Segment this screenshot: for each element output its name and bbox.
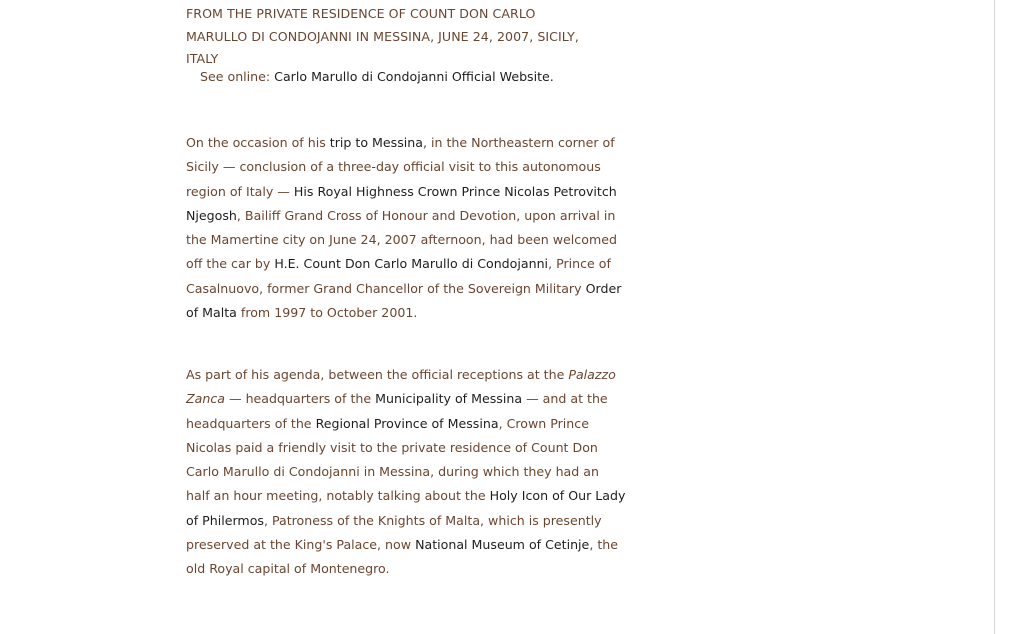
paragraph-1-text: , in the Northeastern corner of Sicily — conclusion of a three-day official visit to this autonomous region of Italy — — [186, 135, 615, 199]
crown-prince-link[interactable]: His Royal Highness Crown Prince Nicolas Petrovitch Njegosh — [186, 183, 617, 223]
paragraph-2-text: — and at the headquarters of the — [186, 391, 608, 431]
palazzo-zanca-text: Palazzo Zanca — [186, 367, 616, 407]
paragraph-1-text: On the occasion of his — [186, 135, 330, 150]
trip-to-messina-link[interactable]: trip to Messina — [329, 135, 423, 150]
header-line-2: MARULLO DI CONDOJANNI IN MESSINA, JUNE 24, 2007, SICILY, — [186, 28, 579, 44]
municipality-link[interactable]: Municipality of Messina — [375, 391, 523, 407]
see-online-line — [200, 66, 620, 88]
official-website-link[interactable]: Carlo Marullo di Condojanni Official Website. — [274, 69, 554, 84]
paragraph-2-text: , the old Royal capital of Montenegro. — [186, 537, 618, 577]
order-of-malta-link[interactable]: Order of Malta — [186, 280, 622, 321]
paragraph-2-text: , Patroness of the Knights of Malta, which is presently preserved at the King's Palace, now — [186, 512, 602, 553]
paragraph-1 — [186, 131, 626, 325]
paragraph-1-text: , Bailiff Grand Cross of Honour and Devotion, upon arrival in the Mamertine city on June 24, 2007 afternoon, had been welcomed off the car by — [186, 207, 617, 272]
paragraph-2 — [186, 363, 626, 582]
see-online-label: See online: — [200, 69, 271, 84]
holy-icon-link[interactable]: Holy Icon of Our Lady of Philermos — [186, 488, 626, 528]
article-header — [186, 3, 626, 71]
count-marullo-link[interactable]: H.E. Count Don Carlo Marullo di Condojanni — [274, 256, 549, 272]
header-line-1: FROM THE PRIVATE RESIDENCE OF COUNT DON CARLO — [186, 6, 536, 21]
right-edge-divider — [994, 0, 995, 634]
header-line-3: ITALY — [186, 51, 219, 66]
regional-province-link[interactable]: Regional Province of Messina — [315, 415, 499, 431]
paragraph-1-text: from 1997 to October 2001. — [236, 305, 418, 321]
paragraph-2-text: As part of his agenda, between the official receptions at the — [186, 367, 569, 382]
paragraph-2-text: , Crown Prince Nicolas paid a friendly visit to the private residence of Count Don Carlo Marullo di Condojanni in Messina, during which they had an half an hour meeting, notably talking about the — [186, 415, 599, 504]
paragraph-2-text: — headquarters of the — [224, 391, 376, 407]
paragraph-1-text: , Prince of Casalnuovo, former Grand Chancellor of the Sovereign Military — [186, 256, 611, 296]
national-museum-link[interactable]: National Museum of Cetinje — [415, 537, 590, 553]
